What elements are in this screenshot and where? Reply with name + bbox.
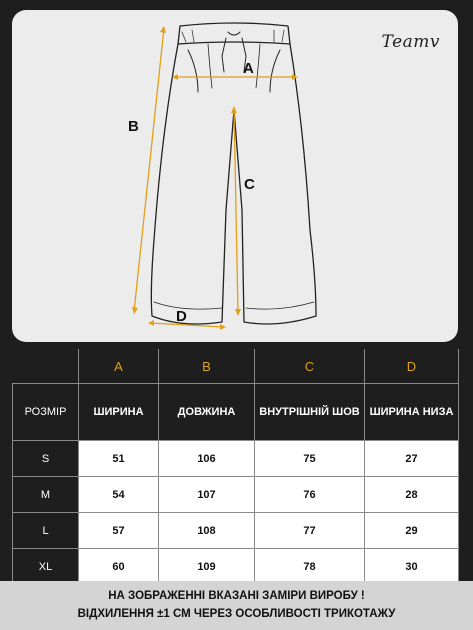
letter-a: A: [79, 349, 159, 384]
measurement-note: [0, 581, 473, 630]
dimension-a-arrow: [172, 74, 298, 80]
letter-c: C: [255, 349, 365, 384]
letter-blank: [13, 349, 79, 384]
pants-drawing: [12, 10, 458, 342]
note-line-1: НА ЗОБРАЖЕННІ ВКАЗАНІ ЗАМІРИ ВИРОБУ !: [108, 590, 365, 602]
value-cell: 28: [365, 477, 459, 513]
value-cell: 30: [365, 549, 459, 585]
header-hem-width: ШИРИНА НИЗА: [365, 384, 459, 441]
size-cell: L: [13, 513, 79, 549]
value-cell: 76: [255, 477, 365, 513]
table-row: [13, 513, 459, 549]
value-cell: 75: [255, 441, 365, 477]
dimension-d-label: D: [176, 308, 187, 325]
waistband: [178, 23, 290, 44]
header-width: ШИРИНА: [79, 384, 159, 441]
table-row: [13, 477, 459, 513]
dimension-d-arrow: [148, 320, 226, 330]
value-cell: 57: [79, 513, 159, 549]
letter-d: D: [365, 349, 459, 384]
size-cell: S: [13, 441, 79, 477]
note-line-2: ВІДХИЛЕННЯ ±1 СМ ЧЕРЕЗ ОСОБЛИВОСТІ ТРИКОТАЖУ: [77, 608, 396, 620]
table-row: [13, 441, 459, 477]
value-cell: 77: [255, 513, 365, 549]
dimension-a-label: A: [243, 60, 254, 77]
header-inseam: ВНУТРІШНІЙ ШОВ: [255, 384, 365, 441]
table-header-row: [13, 384, 459, 441]
value-cell: 107: [159, 477, 255, 513]
dimension-b-label: B: [128, 118, 139, 135]
value-cell: 51: [79, 441, 159, 477]
dimension-b-arrow: [132, 26, 166, 314]
header-size: РОЗМІР: [13, 384, 79, 441]
dimension-c-label: C: [244, 176, 255, 193]
value-cell: 106: [159, 441, 255, 477]
measurement-letter-row: [13, 349, 459, 384]
size-chart-table: [12, 349, 459, 585]
brand-logo: Teamv: [381, 32, 440, 52]
size-cell: XL: [13, 549, 79, 585]
table-row: [13, 549, 459, 585]
value-cell: 78: [255, 549, 365, 585]
value-cell: 54: [79, 477, 159, 513]
header-length: ДОВЖИНА: [159, 384, 255, 441]
pants-body: [151, 44, 316, 324]
value-cell: 29: [365, 513, 459, 549]
pants-illustration: [12, 10, 458, 342]
value-cell: 60: [79, 549, 159, 585]
letter-b: B: [159, 349, 255, 384]
value-cell: 109: [159, 549, 255, 585]
value-cell: 27: [365, 441, 459, 477]
value-cell: 108: [159, 513, 255, 549]
size-cell: M: [13, 477, 79, 513]
